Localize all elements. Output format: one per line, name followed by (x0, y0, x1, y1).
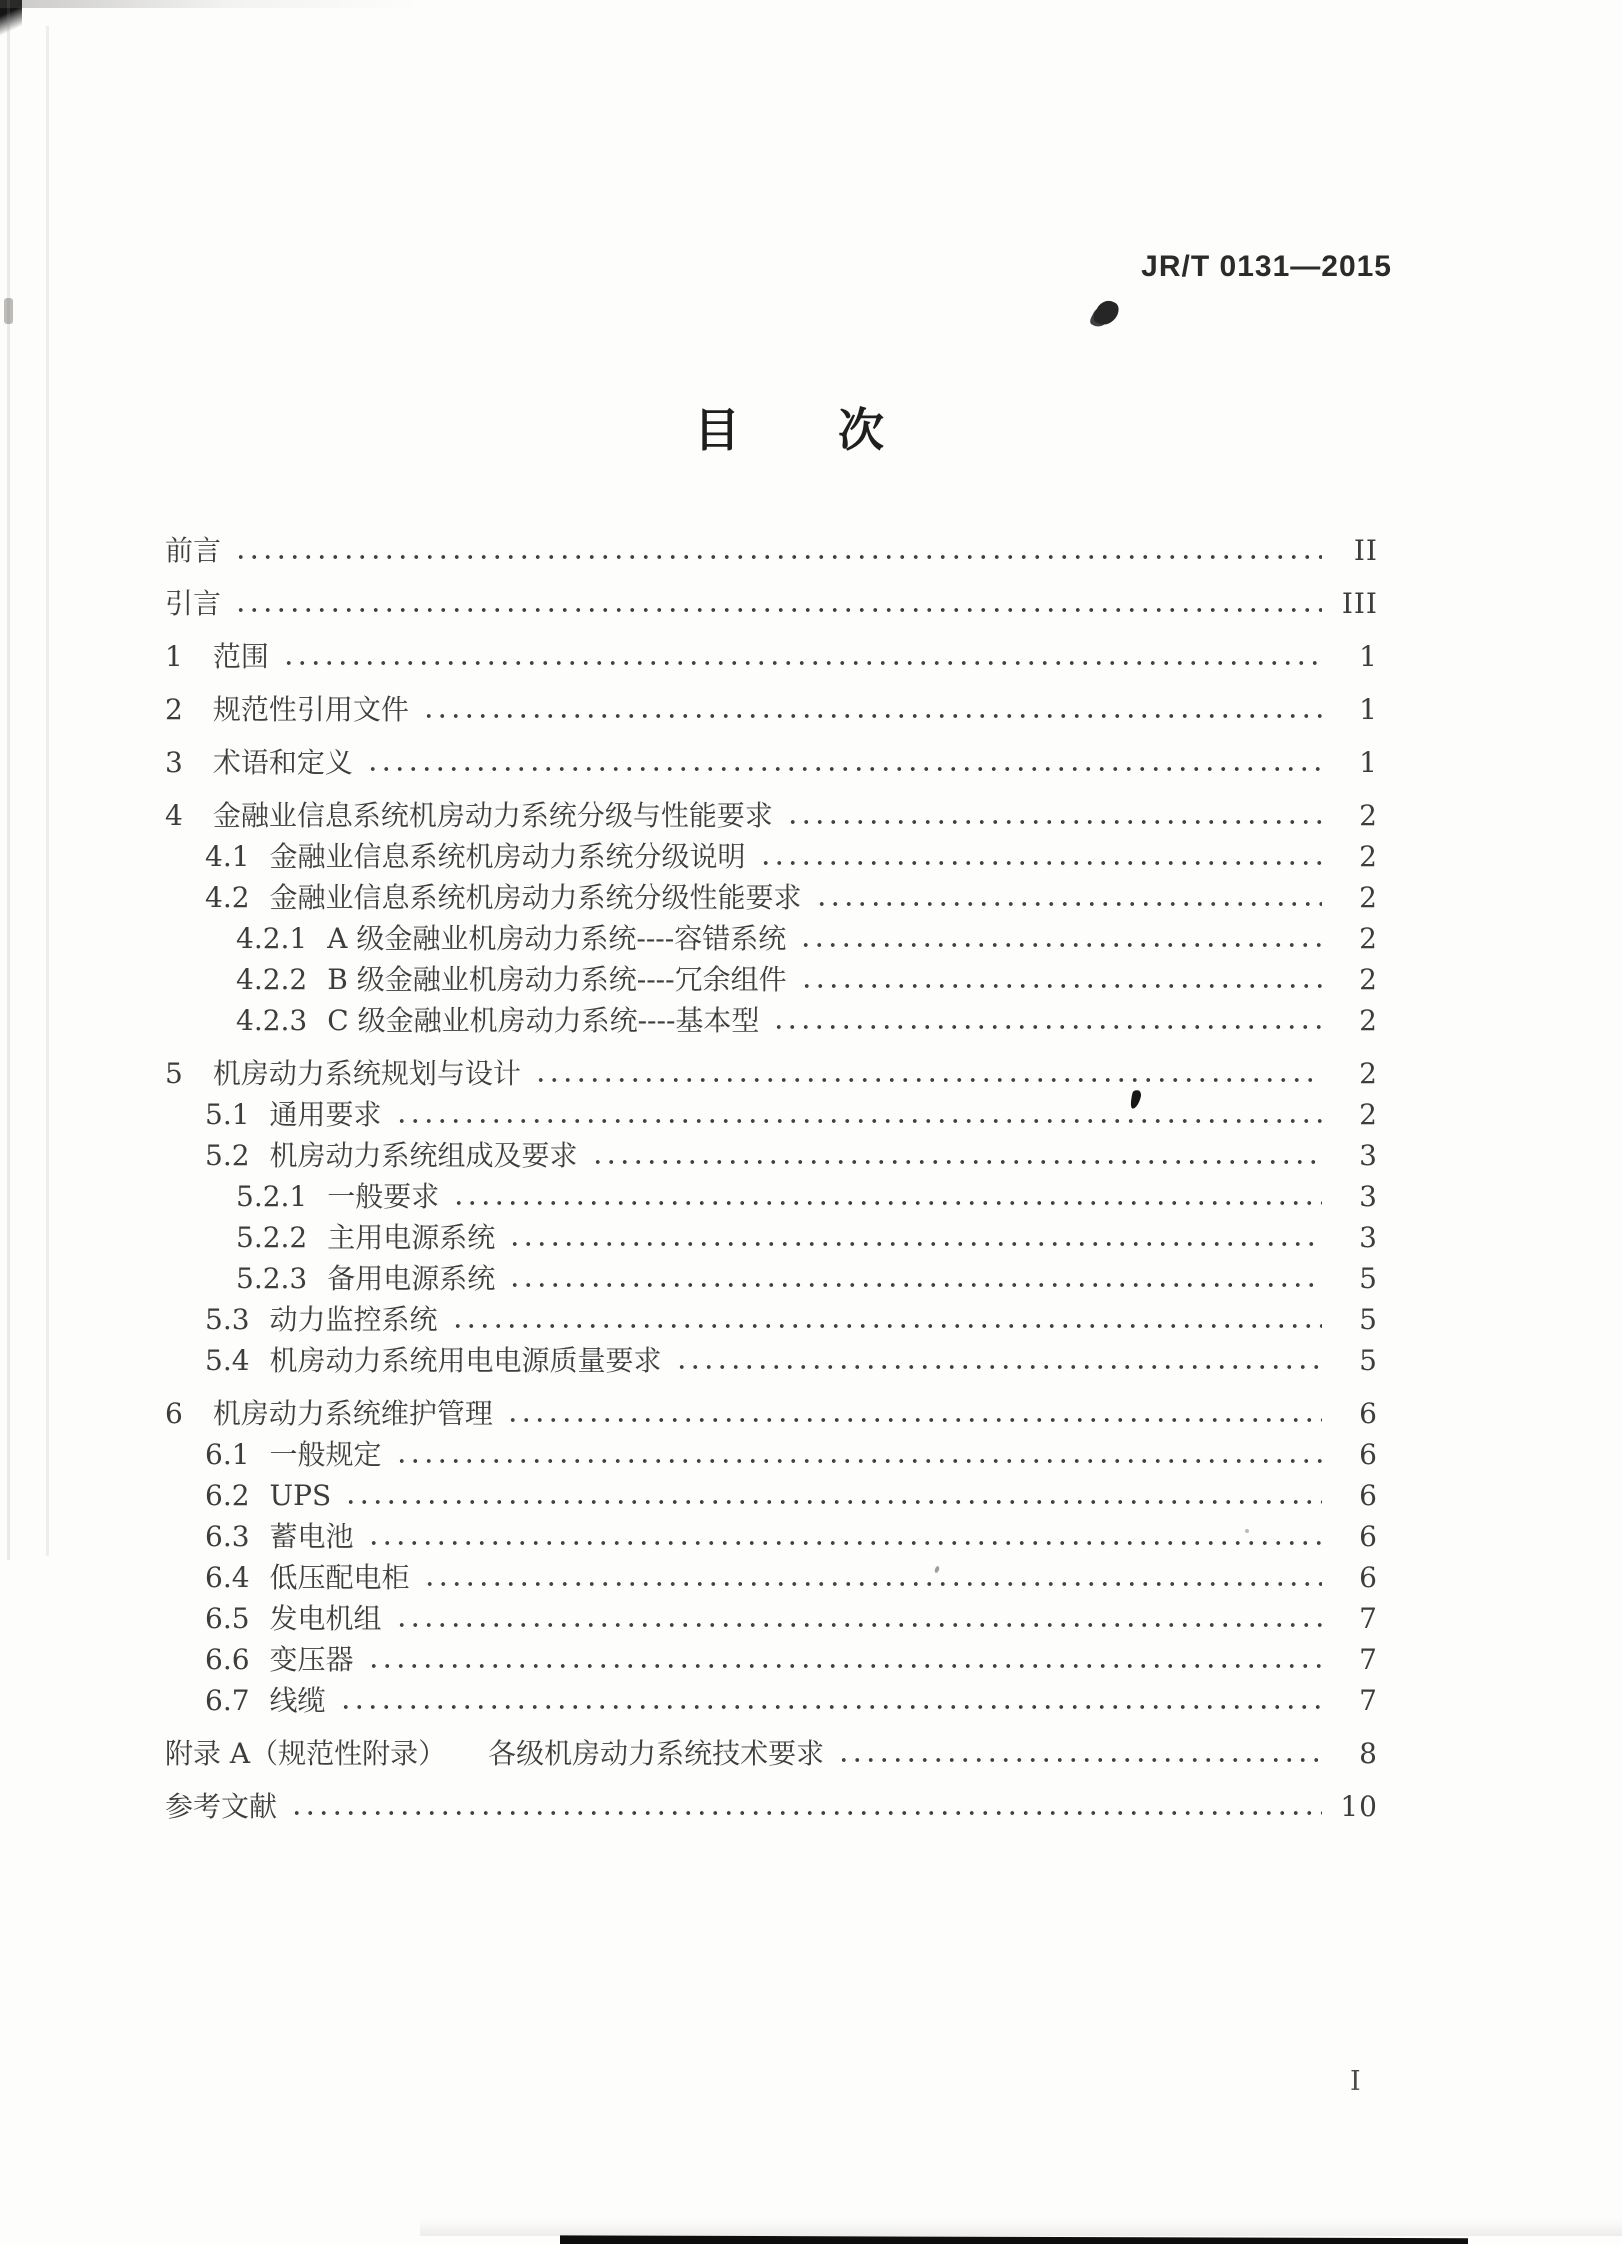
scan-artifact-bottom-smear (420, 2219, 1622, 2236)
toc-dot-leader (835, 1733, 1322, 1774)
toc-dot-leader (364, 742, 1322, 783)
toc-entry-number: 5.3 (205, 1303, 250, 1336)
toc-row (165, 918, 1378, 959)
toc-entry-number: 4.2.2 (236, 963, 308, 996)
toc-entry-number: 6 (165, 1397, 183, 1430)
toc-dot-leader (784, 795, 1322, 836)
toc-entry-page: 2 (1359, 963, 1378, 996)
toc-dot-leader (504, 1393, 1322, 1434)
toc-entry-label: 术语和定义 (212, 746, 353, 779)
toc-entry-page: 2 (1359, 840, 1378, 873)
toc-dot-leader (420, 689, 1322, 730)
toc-entry-page: 3 (1359, 1180, 1378, 1213)
footer-page-number: I (1350, 2066, 1362, 2097)
standard-number-header: JR/T 0131—2015 (1141, 250, 1392, 283)
toc-entry-page: 2 (1359, 1057, 1378, 1090)
scan-artifact-streak (46, 26, 49, 1556)
toc-entry-number: 4.2 (205, 881, 250, 914)
toc-entry-page: 6 (1359, 1520, 1378, 1553)
toc-entry-page: 5 (1359, 1262, 1378, 1295)
toc-dot-leader (393, 1094, 1322, 1135)
toc-entry-number: 5.2 (205, 1139, 250, 1172)
toc-entry-label: UPS (269, 1479, 332, 1512)
toc-entry-page: 10 (1340, 1790, 1378, 1823)
toc-entry-page: 5 (1359, 1303, 1378, 1336)
scan-artifact-top-edge (0, 0, 420, 8)
toc-dot-leader (798, 959, 1322, 1000)
toc-entry-label: 一般规定 (269, 1438, 382, 1471)
toc-dot-leader (673, 1340, 1322, 1381)
toc-row (165, 1000, 1378, 1041)
toc-entry-label: A 级金融业机房动力系统----容错系统 (327, 922, 787, 955)
toc-entry-number: 4.2.3 (236, 1004, 308, 1037)
toc-dot-leader (506, 1217, 1322, 1258)
toc-dot-leader (365, 1516, 1322, 1557)
toc-entry-page: 8 (1359, 1737, 1378, 1770)
toc-dot-leader (797, 918, 1322, 959)
toc-entry-label: 范围 (212, 640, 269, 673)
toc-entry-label: 线缆 (269, 1684, 326, 1717)
toc-entry-label: 变压器 (269, 1643, 354, 1676)
toc-entry-label: 机房动力系统规划与设计 (212, 1057, 521, 1090)
toc-entry-number: 5.2.3 (236, 1262, 308, 1295)
toc-entry-number: 5 (165, 1057, 183, 1090)
toc-row (165, 1135, 1378, 1176)
toc-dot-leader (280, 636, 1322, 677)
toc-entry-page: II (1353, 534, 1378, 567)
toc-entry-label: C 级金融业机房动力系统----基本型 (327, 1004, 760, 1037)
toc-entry-number: 6.7 (205, 1684, 250, 1717)
toc-entry-number: 4 (165, 799, 183, 832)
toc-entry-number: 6.4 (205, 1561, 250, 1594)
toc-entry-page: 2 (1359, 1098, 1378, 1131)
toc-entry-number: 3 (165, 746, 183, 779)
toc-row (165, 836, 1378, 877)
toc-entry-label: 机房动力系统用电电源质量要求 (269, 1344, 662, 1377)
toc-dot-leader (757, 836, 1322, 877)
toc-entry-page: 2 (1359, 799, 1378, 832)
toc-entry-number: 5.2.1 (236, 1180, 308, 1213)
toc-entry-page: 1 (1359, 746, 1378, 779)
toc-entry-number: 5.2.2 (236, 1221, 308, 1254)
toc-dot-leader (449, 1299, 1322, 1340)
toc-row (165, 1786, 1378, 1827)
scan-artifact-ink-blob (1091, 297, 1122, 330)
toc-row (165, 877, 1378, 918)
toc-entry-page: 1 (1359, 640, 1378, 673)
toc-entry-number: 6.2 (205, 1479, 250, 1512)
toc-entry-label: 前言 (165, 534, 222, 567)
toc-row (165, 1176, 1378, 1217)
toc-entry-number: 6.5 (205, 1602, 250, 1635)
toc-entry-number: 6.1 (205, 1438, 250, 1471)
toc-entry-page: 2 (1359, 881, 1378, 914)
toc-entry-label: 引言 (165, 587, 222, 620)
toc-entry-number: 5.4 (205, 1344, 250, 1377)
toc-dot-leader (506, 1258, 1322, 1299)
toc-row (165, 1557, 1378, 1598)
toc-entry-number: 5.1 (205, 1098, 250, 1131)
toc-row (165, 742, 1378, 783)
toc-entry-page: 6 (1359, 1438, 1378, 1471)
toc-dot-leader (421, 1557, 1322, 1598)
toc-row (165, 1598, 1378, 1639)
toc-row (165, 1393, 1378, 1434)
scan-artifact-streak (7, 0, 10, 1560)
toc-entry-label: 备用电源系统 (327, 1262, 496, 1295)
toc-entry-page: III (1341, 587, 1378, 620)
toc-entry-label: 动力监控系统 (269, 1303, 438, 1336)
toc-dot-leader (589, 1135, 1322, 1176)
toc-entry-label: 机房动力系统组成及要求 (269, 1139, 578, 1172)
toc-entry-label: 蓄电池 (269, 1520, 354, 1553)
toc-row (165, 1516, 1378, 1557)
toc-row (165, 1475, 1378, 1516)
toc-entry-label: 金融业信息系统机房动力系统分级性能要求 (269, 881, 802, 914)
toc-entry-number: 2 (165, 693, 183, 726)
toc-entry-label: 参考文献 (165, 1790, 278, 1823)
toc-row (165, 1680, 1378, 1721)
toc-entry-page: 2 (1359, 1004, 1378, 1037)
toc-row (165, 1299, 1378, 1340)
toc-dot-leader (232, 583, 1322, 624)
toc-entry-label: 金融业信息系统机房动力系统分级与性能要求 (212, 799, 773, 832)
toc-entry-label: 主用电源系统 (327, 1221, 496, 1254)
toc-entry-label: 通用要求 (269, 1098, 382, 1131)
toc-entry-page: 6 (1359, 1561, 1378, 1594)
toc-dot-leader (532, 1053, 1322, 1094)
toc-entry-number: 4.1 (205, 840, 250, 873)
toc-dot-leader (393, 1598, 1322, 1639)
toc-entry-label: 金融业信息系统机房动力系统分级说明 (269, 840, 746, 873)
toc-entry-page: 3 (1359, 1221, 1378, 1254)
toc-entry-page: 7 (1359, 1684, 1378, 1717)
toc-row (165, 1434, 1378, 1475)
toc-row (165, 1340, 1378, 1381)
toc-list (165, 518, 1378, 1827)
scan-artifact-edge-notch (4, 298, 13, 324)
toc-entry-page: 6 (1359, 1479, 1378, 1512)
toc-entry-number: 6.6 (205, 1643, 250, 1676)
toc-row (165, 1639, 1378, 1680)
toc-entry-page: 7 (1359, 1643, 1378, 1676)
toc-dot-leader (450, 1176, 1322, 1217)
toc-dot-leader (337, 1680, 1322, 1721)
toc-dot-leader (770, 1000, 1322, 1041)
toc-entry-page: 5 (1359, 1344, 1378, 1377)
toc-entry-label: B 级金融业机房动力系统----冗余组件 (327, 963, 787, 996)
toc-entry-label: 附录 A（规范性附录） 各级机房动力系统技术要求 (165, 1737, 825, 1770)
toc-row (165, 1217, 1378, 1258)
page-title: 目 次 (694, 403, 886, 457)
toc-entry-page: 6 (1359, 1397, 1378, 1430)
toc-entry-label: 机房动力系统维护管理 (212, 1397, 493, 1430)
toc-entry-label: 发电机组 (269, 1602, 382, 1635)
toc-dot-leader (288, 1786, 1322, 1827)
toc-entry-label: 一般要求 (327, 1180, 440, 1213)
toc-dot-leader (393, 1434, 1322, 1475)
toc-entry-page: 3 (1359, 1139, 1378, 1172)
toc-row (165, 636, 1378, 677)
toc-dot-leader (342, 1475, 1322, 1516)
toc-row (165, 689, 1378, 730)
scan-artifact-bottom-bar (560, 2233, 1468, 2244)
toc-row (165, 530, 1378, 571)
toc-row (165, 583, 1378, 624)
toc-dot-leader (813, 877, 1322, 918)
toc-row (165, 1053, 1378, 1094)
toc-entry-label: 规范性引用文件 (212, 693, 409, 726)
toc-row (165, 795, 1378, 836)
toc-dot-leader (365, 1639, 1322, 1680)
toc-row (165, 1258, 1378, 1299)
toc-row (165, 959, 1378, 1000)
toc-entry-number: 4.2.1 (236, 922, 308, 955)
toc-entry-number: 6.3 (205, 1520, 250, 1553)
toc-entry-label: 低压配电柜 (269, 1561, 410, 1594)
scan-artifact-corner-blob (0, 0, 22, 40)
toc-entry-page: 1 (1359, 693, 1378, 726)
toc-row (165, 1733, 1378, 1774)
toc-entry-page: 2 (1359, 922, 1378, 955)
toc-row (165, 1094, 1378, 1135)
toc-dot-leader (232, 530, 1322, 571)
toc-entry-page: 7 (1359, 1602, 1378, 1635)
toc-entry-number: 1 (165, 640, 183, 673)
